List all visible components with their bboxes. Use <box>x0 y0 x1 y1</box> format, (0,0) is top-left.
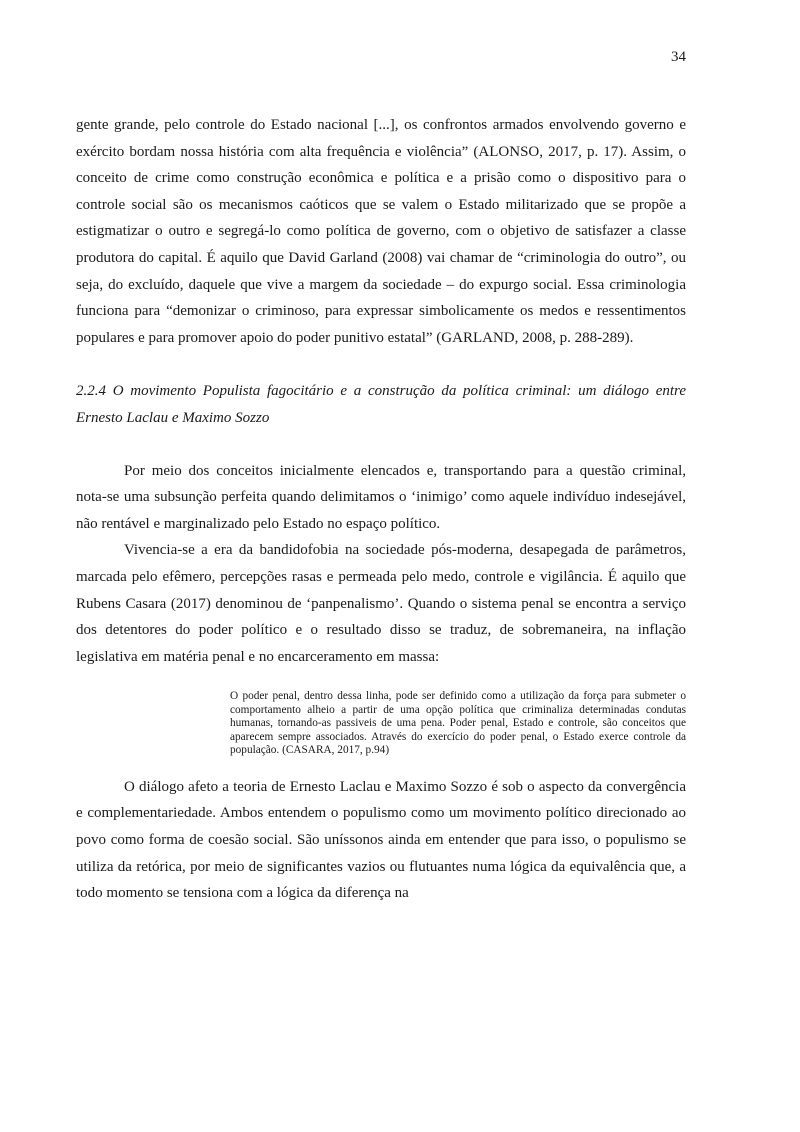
paragraph: Vivencia-se a era da bandidofobia na sociedade pós-moderna, desapegada de parâmetros, marcada pelo efêmero, percepções rasas e permeada pelo medo, controle e vigilância. É aquilo que Rubens Casara (2017) denominou de ‘panpenalismo’. Quando o sistema penal se encontra a serviço dos detentores do poder político e o resultado disso se traduz, de sobremaneira, na inflação legislativa em matéria penal e no encarceramento em massa: <box>76 542 686 665</box>
document-body <box>76 112 686 907</box>
paragraph-continuation: gente grande, pelo controle do Estado nacional [...], os confrontos armados envolvendo governo e exército bordam nossa história com alta frequência e violência” (ALONSO, 2017, p. 17). Assim, o conceito de crime como construção econômica e política e a prisão como o dispositivo para o controle social são os mecanismos caóticos que se valem o Estado militarizado que se propõe a estigmatizar o outro e segregá-lo como política de governo, com o objetivo de satisfazer a classe produtora do capital. É aquilo que David Garland (2008) vai chamar de “criminologia do outro”, ou seja, do excluído, daquele que vive a margem da sociedade – do expurgo social. Essa criminologia funciona para “demonizar o criminoso, para expressar simbolicamente os medos e ressentimentos populares e para promover apoio do poder punitivo estatal” (GARLAND, 2008, p. 288-289). <box>76 117 686 346</box>
paragraph: Por meio dos conceitos inicialmente elencados e, transportando para a questão criminal, nota-se uma subsunção perfeita quando delimitamos o ‘inimigo’ como aquele indivíduo indesejável, não rentável e marginalizado pelo Estado no espaço político. <box>76 462 686 532</box>
paragraph: O diálogo afeto a teoria de Ernesto Laclau e Maximo Sozzo é sob o aspecto da convergência e complementariedade. Ambos entendem o populismo como um movimento político direcionado ao povo como forma de coesão social. São uníssonos ainda em entender que para isso, o populismo se utiliza da retórica, por meio de significantes vazios ou flutuantes numa lógica da equivalência que, a todo momento se tensiona com a lógica da diferença na <box>76 778 686 902</box>
page-number: 34 <box>671 49 686 65</box>
block-quote: O poder penal, dentro dessa linha, pode ser definido como a utilização da força para submeter o comportamento alheio a partir de uma opção política que criminaliza determinadas condutas humanas, tornando-as passiveis de uma pena. Poder penal, Estado e controle, são conceitos que aparecem sempre associados. Através do exercício do poder penal, o Estado exerce controle da população. (CASARA, 2017, p.94) <box>230 690 686 757</box>
section-heading: 2.2.4 O movimento Populista fagocitário e a construção da política criminal: um diálogo entre Ernesto Laclau e Maximo Sozzo <box>76 383 686 426</box>
